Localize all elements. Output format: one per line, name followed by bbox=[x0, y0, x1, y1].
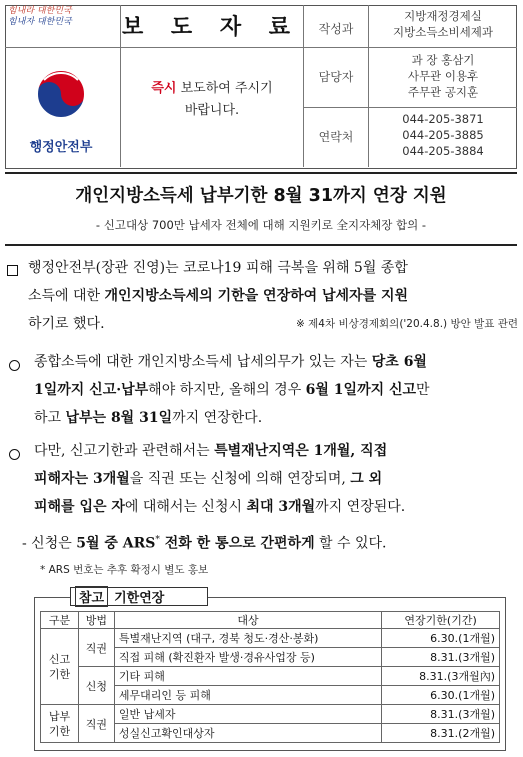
target-cell: 직접 피해 (확진환자 발생·경유사업장 등) bbox=[114, 648, 381, 667]
deadline-extension-table bbox=[40, 611, 500, 743]
author-department: 지방재정경제실 지방소득소비세제과 bbox=[393, 9, 493, 39]
table-row bbox=[41, 629, 500, 648]
table-row bbox=[41, 705, 500, 724]
target-cell: 특별재난지역 (대구, 경북 청도·경산·봉화) bbox=[114, 629, 381, 648]
table-row bbox=[41, 667, 500, 686]
group-label: 납부 기한 bbox=[41, 705, 79, 743]
release-notice: 즉시 보도하여 주시기 바랍니다. bbox=[151, 81, 273, 118]
headline-subtitle: - 신고대상 700만 납세자 전체에 대해 지원키로 全지자체장 합의 - bbox=[95, 218, 427, 232]
column-header: 구분 bbox=[41, 612, 79, 629]
paragraph-1: 행정안전부(장관 진영)는 코로나19 피해 극복을 위해 5월 종합 소득에 대한 개인지방소득세의 기한을 연장하여 납세자를 지원 하기로 했다. ※ 제4차 비상경제회의('20.4.8.) 방안 발표 관련 bbox=[28, 254, 518, 338]
group-label: 신고 기한 bbox=[41, 629, 79, 705]
column-header: 방법 bbox=[78, 612, 114, 629]
method-cell: 직권 bbox=[78, 629, 114, 667]
deadline-cell: 8.31.(3개월) bbox=[382, 705, 500, 724]
ministry-name: 행정안전부 bbox=[29, 140, 93, 155]
target-cell: 기타 피해 bbox=[114, 667, 381, 686]
method-cell: 직권 bbox=[78, 705, 114, 743]
paragraph-4: - 신청은 5월 중 ARS* 전화 한 통으로 간편하게 할 수 있다. bbox=[22, 535, 387, 552]
header-divider bbox=[303, 107, 517, 108]
column-header: 연장기한(기간) bbox=[382, 612, 500, 629]
target-cell: 일반 납세자 bbox=[114, 705, 381, 724]
square-bullet-icon bbox=[7, 265, 18, 276]
method-cell: 신청 bbox=[78, 667, 114, 705]
slogan-logo: 힘내라 대한민국 힘내자 대한민국 bbox=[8, 6, 72, 27]
target-cell: 세무대리인 등 피해 bbox=[114, 686, 381, 705]
reference-tag: 참고 bbox=[75, 586, 108, 607]
deadline-cell: 8.31.(3개월) bbox=[382, 648, 500, 667]
paragraph-1-note: ※ 제4차 비상경제회의('20.4.8.) 방안 발표 관련 bbox=[296, 318, 518, 330]
government-emblem bbox=[18, 58, 104, 155]
deadline-cell: 6.30.(1개월) bbox=[382, 686, 500, 705]
circle-bullet-icon bbox=[9, 449, 20, 460]
contact-persons: 과 장 홍삼기 사무관 이용후 주무관 공지훈 bbox=[407, 53, 479, 99]
ars-footnote: * ARS 번호는 추후 확정시 별도 홍보 bbox=[40, 564, 209, 576]
deadline-cell: 6.30.(1개월) bbox=[382, 629, 500, 648]
reference-title: 기한연장 bbox=[114, 591, 165, 606]
circle-bullet-icon bbox=[9, 360, 20, 371]
document-type-title: 보 도 자 료 bbox=[122, 14, 300, 40]
contact-person-label: 담당자 bbox=[318, 70, 354, 84]
column-header: 대상 bbox=[114, 612, 381, 629]
author-label: 작성과 bbox=[318, 22, 354, 36]
paragraph-3: 다만, 신고기한과 관련해서는 특별재난지역은 1개월, 직접 피해자는 3개월을 직권 또는 신청에 의해 연장되며, 그 외 피해를 입은 자에 대해서는 신청시 최대 3개월까지 연장된다. bbox=[34, 443, 406, 515]
deadline-cell: 8.31.(3개월內) bbox=[382, 667, 500, 686]
contact-label: 연락처 bbox=[318, 130, 354, 144]
phone-numbers: 044-205-3871 044-205-3885 044-205-3884 bbox=[402, 112, 484, 158]
paragraph-2: 종합소득에 대한 개인지방소득세 납세의무가 있는 자는 당초 6월 1일까지 신고·납부해야 하지만, 올해의 경우 6월 1일까지 신고만 하고 납부는 8월 31일까지 연장한다. bbox=[34, 354, 430, 426]
table-header-row bbox=[41, 612, 500, 629]
reference-label bbox=[70, 587, 208, 606]
target-cell: 성실신고확인대상자 bbox=[114, 724, 381, 743]
taegeuk-emblem-icon bbox=[18, 58, 104, 130]
header-divider bbox=[5, 47, 517, 48]
headline-title: 개인지방소득세 납부기한 8월 31까지 연장 지원 bbox=[75, 186, 447, 206]
deadline-cell: 8.31.(2개월) bbox=[382, 724, 500, 743]
